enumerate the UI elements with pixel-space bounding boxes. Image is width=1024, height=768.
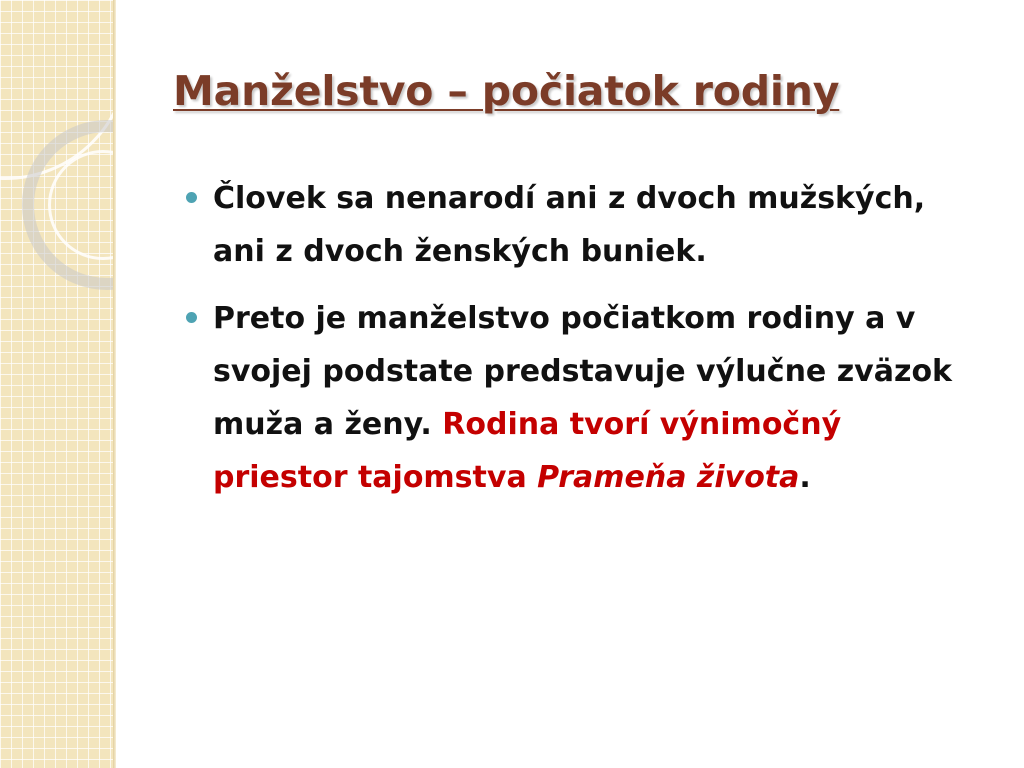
bullet-text [213,301,952,495]
highlight-italic-text: Prameňa života [537,460,800,495]
side-panel-edge [113,0,116,768]
bullet-dot-icon [186,192,197,203]
bullet-text: Človek sa nenarodí ani z dvoch mužských, ani z dvoch ženských buniek. [213,181,926,269]
bullet-list [183,172,973,518]
highlight-text: Rodina tvorí výnimočný priestor tajomstva [213,407,842,495]
decorative-side-panel [0,0,113,768]
bullet-item [183,292,973,504]
bullet-item [183,172,973,278]
slide-title: Manželstvo – počiatok rodiny [173,67,840,115]
bullet-dot-icon [186,312,197,323]
bullet-text-end: . [799,460,811,495]
bullet-text-lead: Preto je manželstvo počiatkom rodiny a v svojej podstate predstavuje výlučne zväzok muža a ženy. [213,301,952,442]
